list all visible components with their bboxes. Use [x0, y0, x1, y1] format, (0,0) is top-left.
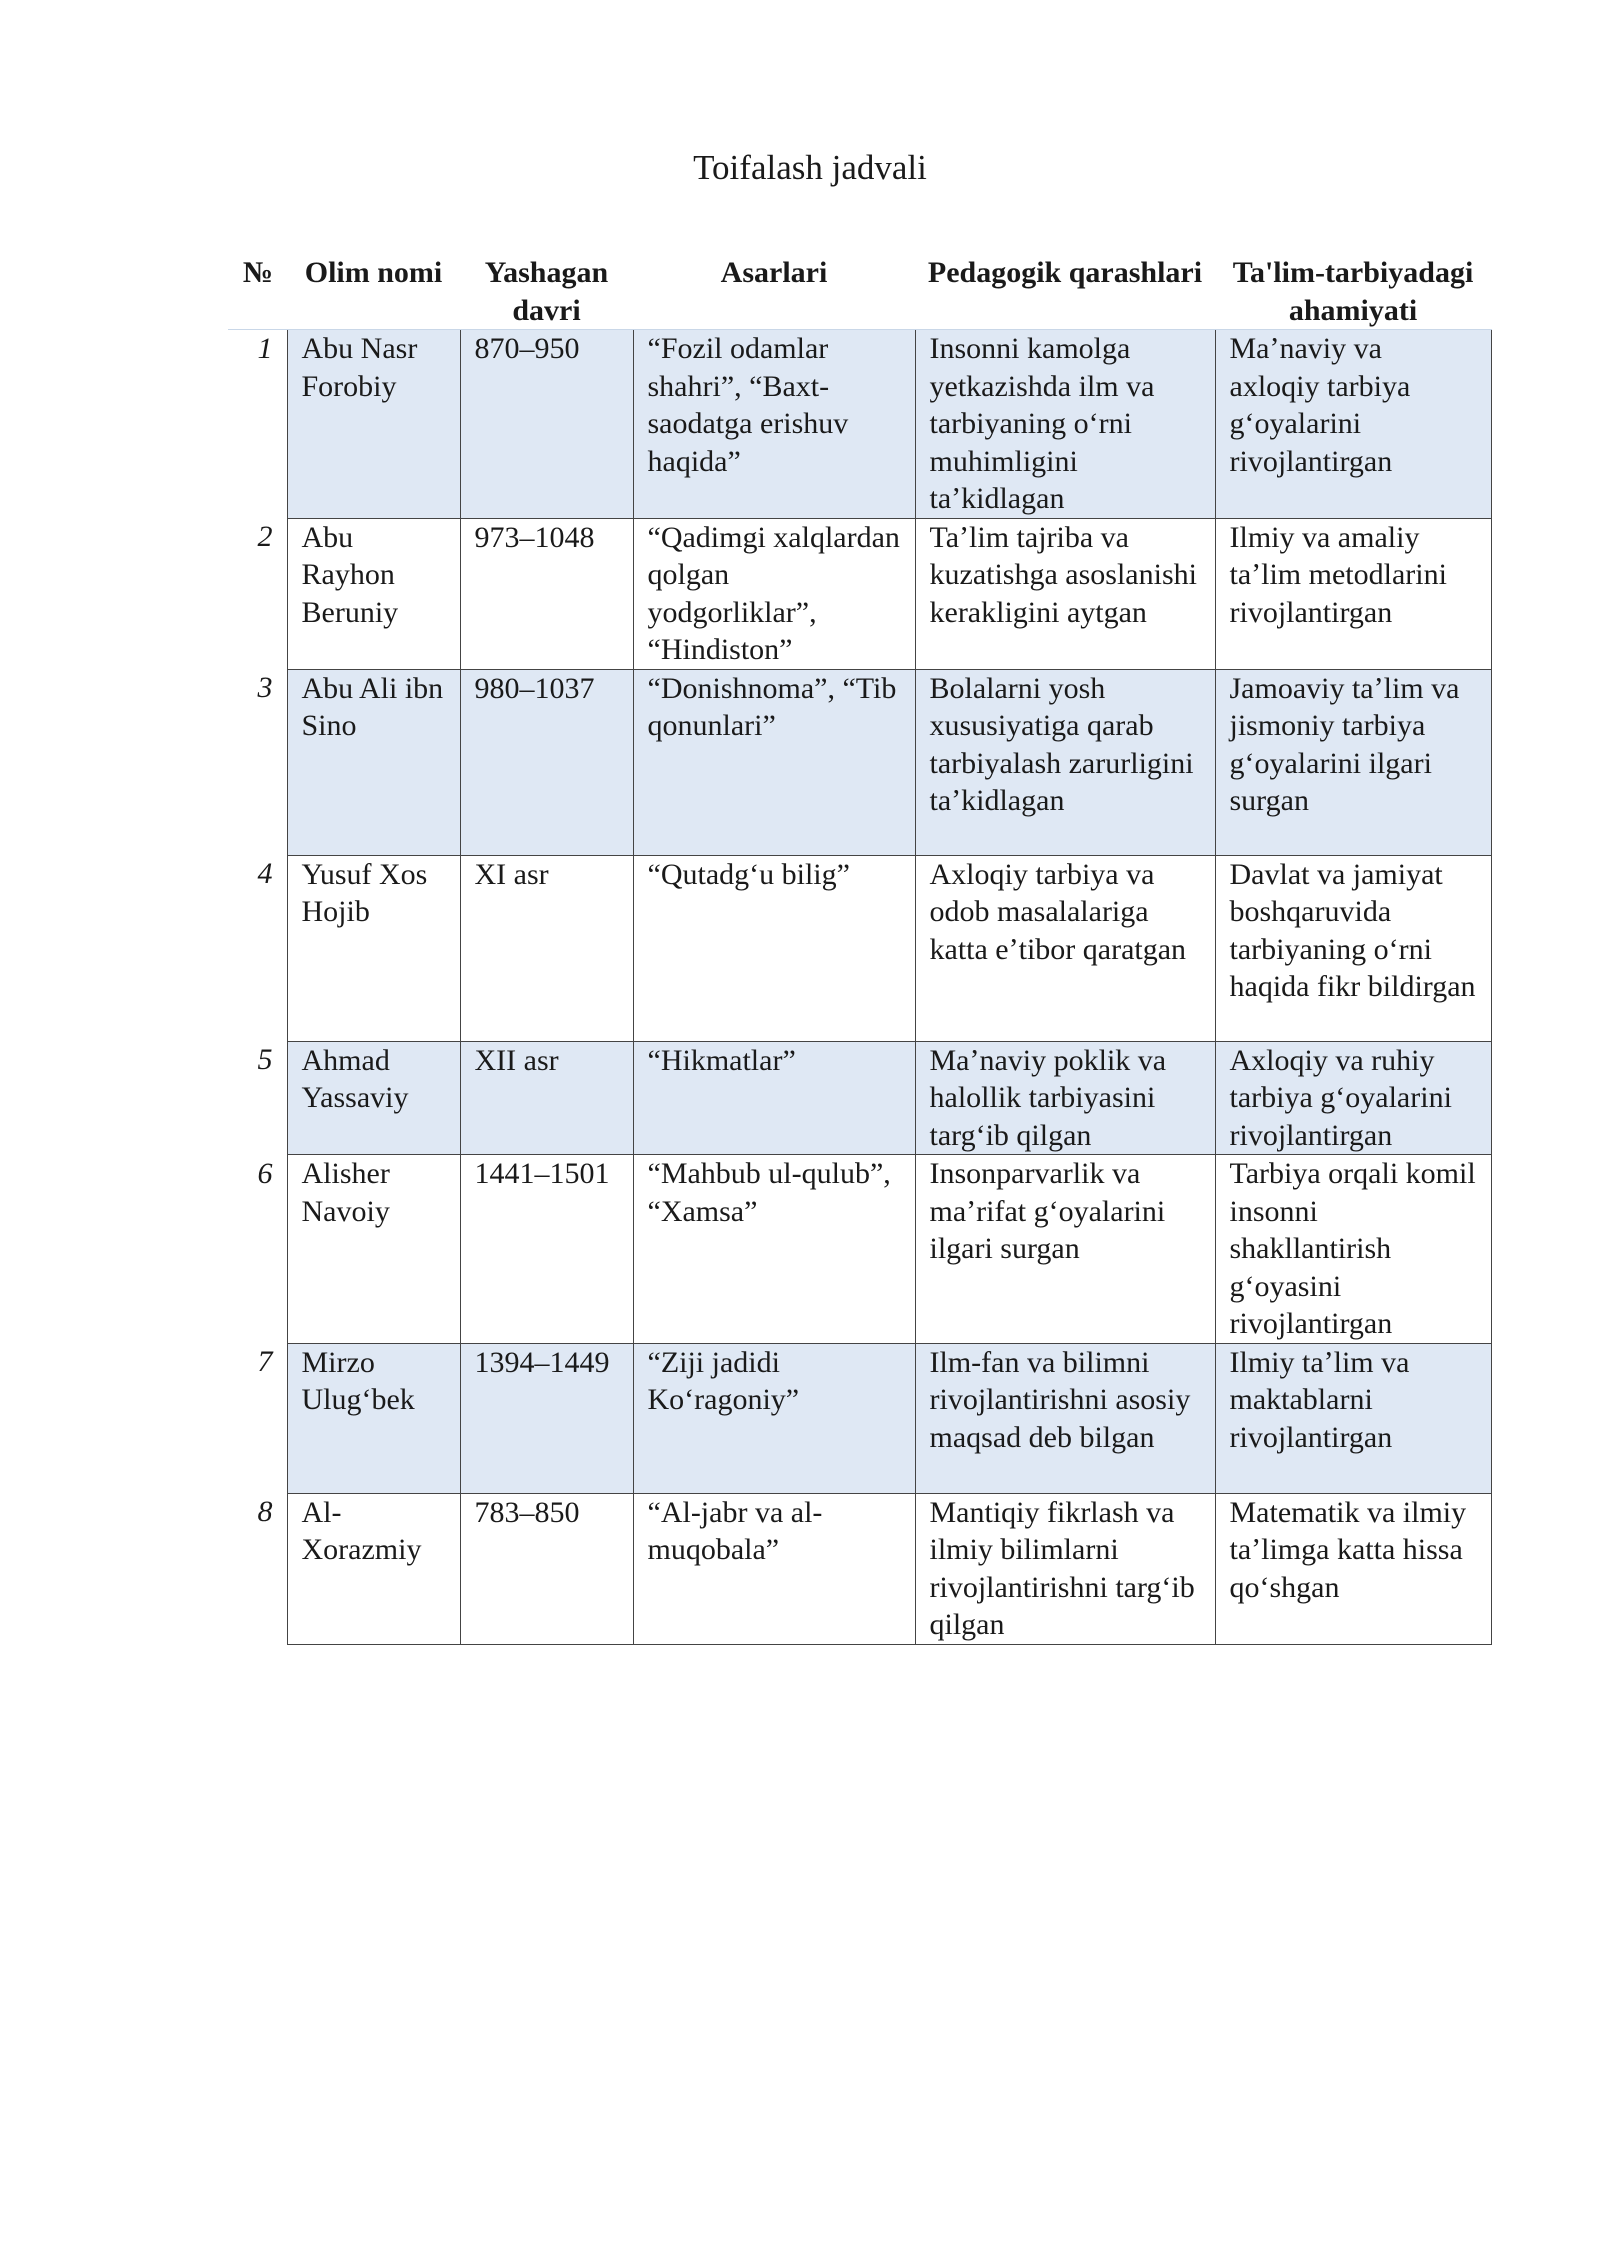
header-pedagogical-views: Pedagogik qarashlari [915, 252, 1215, 330]
significance-cell: Maʼnaviy va axloqiy tarbiya gʻoyalarini rivojlantirgan [1215, 330, 1491, 519]
significance-cell: Jamoaviy taʼlim va jismoniy tarbiya gʻoyalarini ilgari surgan [1215, 669, 1491, 855]
period-cell: 870–950 [460, 330, 633, 519]
significance-cell: Davlat va jamiyat boshqaruvida tarbiyaning oʻrni haqida fikr bildirgan [1215, 855, 1491, 1041]
header-scholar-name: Olim nomi [287, 252, 460, 330]
views-cell: Mantiqiy fikrlash va ilmiy bilimlarni rivojlantirishni targʻib qilgan [915, 1493, 1215, 1644]
significance-cell: Tarbiya orqali komil insonni shakllantirish gʻoyasini rivojlantirgan [1215, 1155, 1491, 1344]
scholar-name-cell: Abu Ali ibn Sino [287, 669, 460, 855]
views-cell: Insonparvarlik va maʼrifat gʻoyalarini ilgari surgan [915, 1155, 1215, 1344]
works-cell: “Mahbub ul-qulub”, “Xamsa” [633, 1155, 915, 1344]
header-period: Yashagan davri [460, 252, 633, 330]
period-cell: 1394–1449 [460, 1343, 633, 1493]
header-works: Asarlari [633, 252, 915, 330]
significance-cell: Ilmiy taʼlim va maktablarni rivojlantirgan [1215, 1343, 1491, 1493]
works-cell: “Qutadgʻu bilig” [633, 855, 915, 1041]
row-number: 7 [228, 1343, 287, 1493]
classification-table [228, 252, 1492, 1645]
table-row [228, 1041, 1491, 1155]
scholar-name-cell: Abu Nasr Forobiy [287, 330, 460, 519]
row-number: 5 [228, 1041, 287, 1155]
views-cell: Taʼlim tajriba va kuzatishga asoslanishi kerakligini aytgan [915, 518, 1215, 669]
table-row [228, 669, 1491, 855]
significance-cell: Axloqiy va ruhiy tarbiya gʻoyalarini rivojlantirgan [1215, 1041, 1491, 1155]
works-cell: “Hikmatlar” [633, 1041, 915, 1155]
significance-cell: Ilmiy va amaliy taʼlim metodlarini rivojlantirgan [1215, 518, 1491, 669]
row-number: 1 [228, 330, 287, 519]
document-title: Toifalash jadvali [693, 148, 927, 187]
scholar-name-cell: Abu Rayhon Beruniy [287, 518, 460, 669]
scholar-name-cell: Ahmad Yassaviy [287, 1041, 460, 1155]
row-number: 6 [228, 1155, 287, 1344]
significance-cell: Matematik va ilmiy taʼlimga katta hissa qoʻshgan [1215, 1493, 1491, 1644]
header-significance: Ta'lim-tarbiyadagi ahamiyati [1215, 252, 1491, 330]
table-row [228, 1155, 1491, 1344]
table-row [228, 1343, 1491, 1493]
works-cell: “Ziji jadidi Koʻragoniy” [633, 1343, 915, 1493]
views-cell: Maʼnaviy poklik va halollik tarbiyasini targʻib qilgan [915, 1041, 1215, 1155]
works-cell: “Al-jabr va al-muqobala” [633, 1493, 915, 1644]
period-cell: 1441–1501 [460, 1155, 633, 1344]
table-row [228, 518, 1491, 669]
scholar-name-cell: Al-Xorazmiy [287, 1493, 460, 1644]
works-cell: “Qadimgi xalqlardan qolgan yodgorliklar”, “Hindiston” [633, 518, 915, 669]
header-number: № [228, 252, 287, 330]
row-number: 3 [228, 669, 287, 855]
works-cell: “Donishnoma”, “Tib qonunlari” [633, 669, 915, 855]
row-number: 8 [228, 1493, 287, 1644]
scholar-name-cell: Alisher Navoiy [287, 1155, 460, 1344]
views-cell: Insonni kamolga yetkazishda ilm va tarbiyaning oʻrni muhimligini taʼkidlagan [915, 330, 1215, 519]
views-cell: Bolalarni yosh xususiyatiga qarab tarbiyalash zarurligini taʼkidlagan [915, 669, 1215, 855]
views-cell: Ilm-fan va bilimni rivojlantirishni asosiy maqsad deb bilgan [915, 1343, 1215, 1493]
table-row [228, 1493, 1491, 1644]
works-cell: “Fozil odamlar shahri”, “Baxt-saodatga erishuv haqida” [633, 330, 915, 519]
row-number: 2 [228, 518, 287, 669]
period-cell: 973–1048 [460, 518, 633, 669]
period-cell: XI asr [460, 855, 633, 1041]
table-row [228, 330, 1491, 519]
table-header-row [228, 252, 1491, 330]
table-row [228, 855, 1491, 1041]
row-number: 4 [228, 855, 287, 1041]
period-cell: 980–1037 [460, 669, 633, 855]
period-cell: 783–850 [460, 1493, 633, 1644]
period-cell: XII asr [460, 1041, 633, 1155]
scholar-name-cell: Mirzo Ulugʻbek [287, 1343, 460, 1493]
scholar-name-cell: Yusuf Xos Hojib [287, 855, 460, 1041]
views-cell: Axloqiy tarbiya va odob masalalariga katta eʼtibor qaratgan [915, 855, 1215, 1041]
